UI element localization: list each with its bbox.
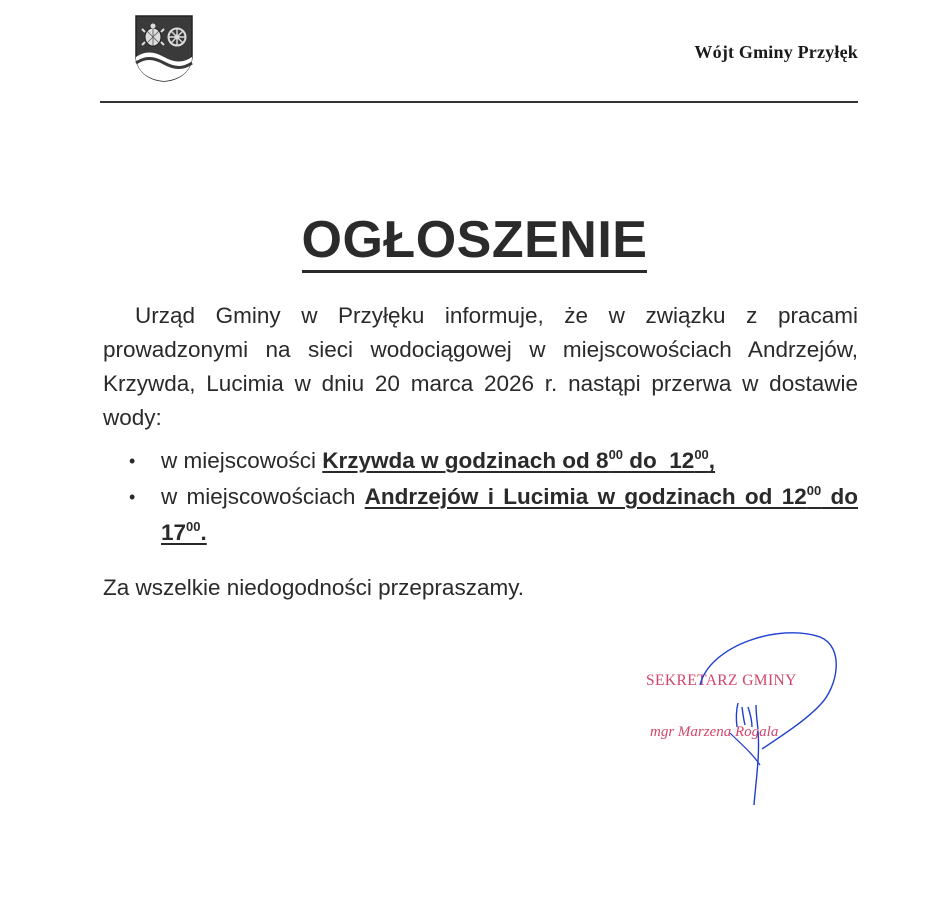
bullet-prefix: w miejscowościach <box>161 484 365 509</box>
time-superscript: 00 <box>694 447 709 462</box>
announcement-title: OGŁOSZENIE <box>302 211 648 273</box>
closing-sentence: Za wszelkie niedogodności przepraszamy. <box>103 575 525 600</box>
time-superscript: 00 <box>806 483 822 498</box>
list-item <box>103 479 858 551</box>
header-divider <box>100 101 858 103</box>
bullet-bold-text <box>322 448 715 473</box>
bullet-bold-mid: do 17 <box>161 484 858 545</box>
bullet-bold-end: , <box>708 448 716 473</box>
list-item <box>103 443 858 479</box>
bullet-bold-main: Andrzejów i Lucimia w godzinach od 12 <box>364 484 807 509</box>
bullet-bold-main: Krzywda w godzinach od 8 <box>322 448 609 473</box>
bullet-bold-end: . <box>200 520 207 545</box>
stamp-title: SEKRETARZ GMINY <box>646 672 797 689</box>
bullet-prefix: w miejscowości <box>161 448 323 473</box>
coat-of-arms-icon <box>133 13 195 83</box>
office-header: Wójt Gminy Przyłęk <box>694 42 858 62</box>
handwritten-signature <box>660 625 850 815</box>
intro-paragraph: Urząd Gminy w Przyłęku informuje, że w związku z pracami prowadzonymi na sieci wodociągowej w miejscowościach Andrzejów, Krzywda, Lucimia w dniu 20 marca 2026 r. nastąpi przerwa w dostawie wody: <box>103 303 858 430</box>
outage-list <box>103 443 858 551</box>
stamp-name: mgr Marzena Rogala <box>650 724 779 740</box>
announcement-title-wrapper <box>0 210 949 270</box>
bullet-icon: • <box>129 451 136 471</box>
time-superscript: 00 <box>608 447 624 462</box>
bullet-icon: • <box>129 487 136 507</box>
time-superscript: 00 <box>186 519 201 534</box>
bullet-bold-mid: do 12 <box>623 448 695 473</box>
